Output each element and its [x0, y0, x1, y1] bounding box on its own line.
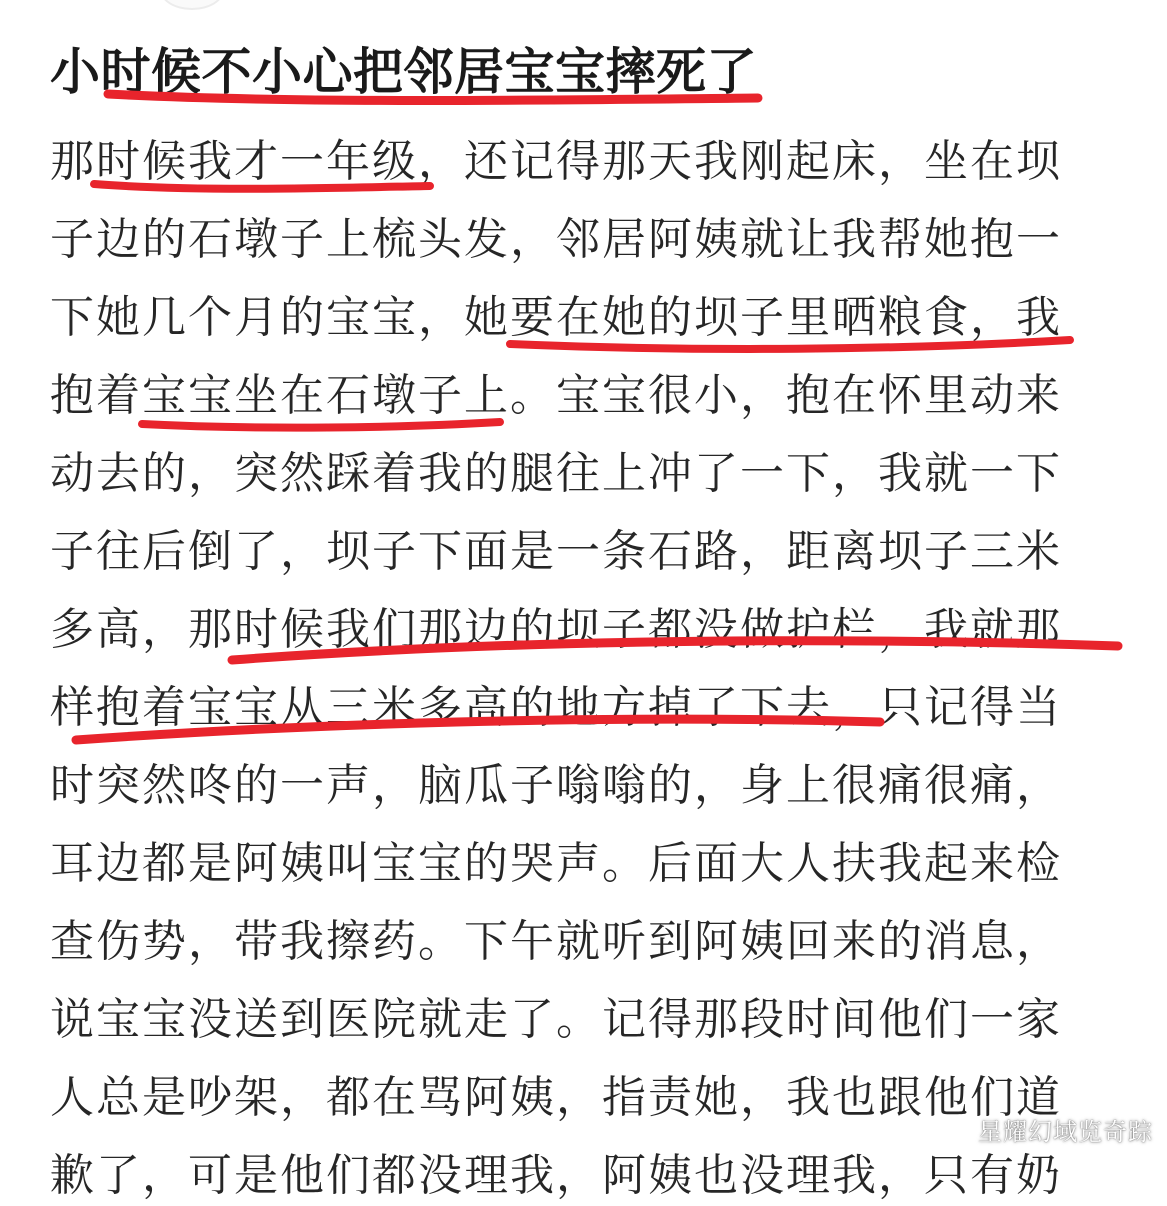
post-line: 下她几个月的宝宝，她要在她的坝子里晒粮食，我 — [50, 292, 1062, 343]
post-line: 动去的，突然踩着我的腿往上冲了一下，我就一下 — [50, 448, 1062, 499]
watermark: 星耀幻域览奇踪 — [978, 1118, 1153, 1146]
post-line: 说宝宝没送到医院就走了。记得那段时间他们一家 — [50, 994, 1062, 1045]
post-line: 人总是吵架，都在骂阿姨，指责她，我也跟他们道 — [50, 1072, 1062, 1123]
post-line: 查伤势，带我擦药。下午就听到阿姨回来的消息， — [50, 916, 1062, 967]
post-title: 小时候不小心把邻居宝宝摔死了 — [50, 43, 757, 101]
post-line: 样抱着宝宝从三米多高的地方掉了下去，只记得当 — [50, 682, 1062, 733]
post-line: 时突然咚的一声，脑瓜子嗡嗡的，身上很痛很痛， — [50, 760, 1062, 811]
post-line: 抱着宝宝坐在石墩子上。宝宝很小，抱在怀里动来 — [50, 370, 1062, 421]
post-line: 子边的石墩子上梳头发，邻居阿姨就让我帮她抱一 — [50, 214, 1062, 265]
avatar — [160, 0, 224, 10]
post-line: 歉了，可是他们都没理我，阿姨也没理我，只有奶 — [50, 1150, 1062, 1201]
post-line: 子往后倒了，坝子下面是一条石路，距离坝子三米 — [50, 526, 1062, 577]
post-line: 多高，那时候我们那边的坝子都没做护栏，我就那 — [50, 604, 1062, 655]
post-line: 那时候我才一年级，还记得那天我刚起床，坐在坝 — [50, 136, 1062, 187]
post-line: 耳边都是阿姨叫宝宝的哭声。后面大人扶我起来检 — [50, 838, 1062, 889]
